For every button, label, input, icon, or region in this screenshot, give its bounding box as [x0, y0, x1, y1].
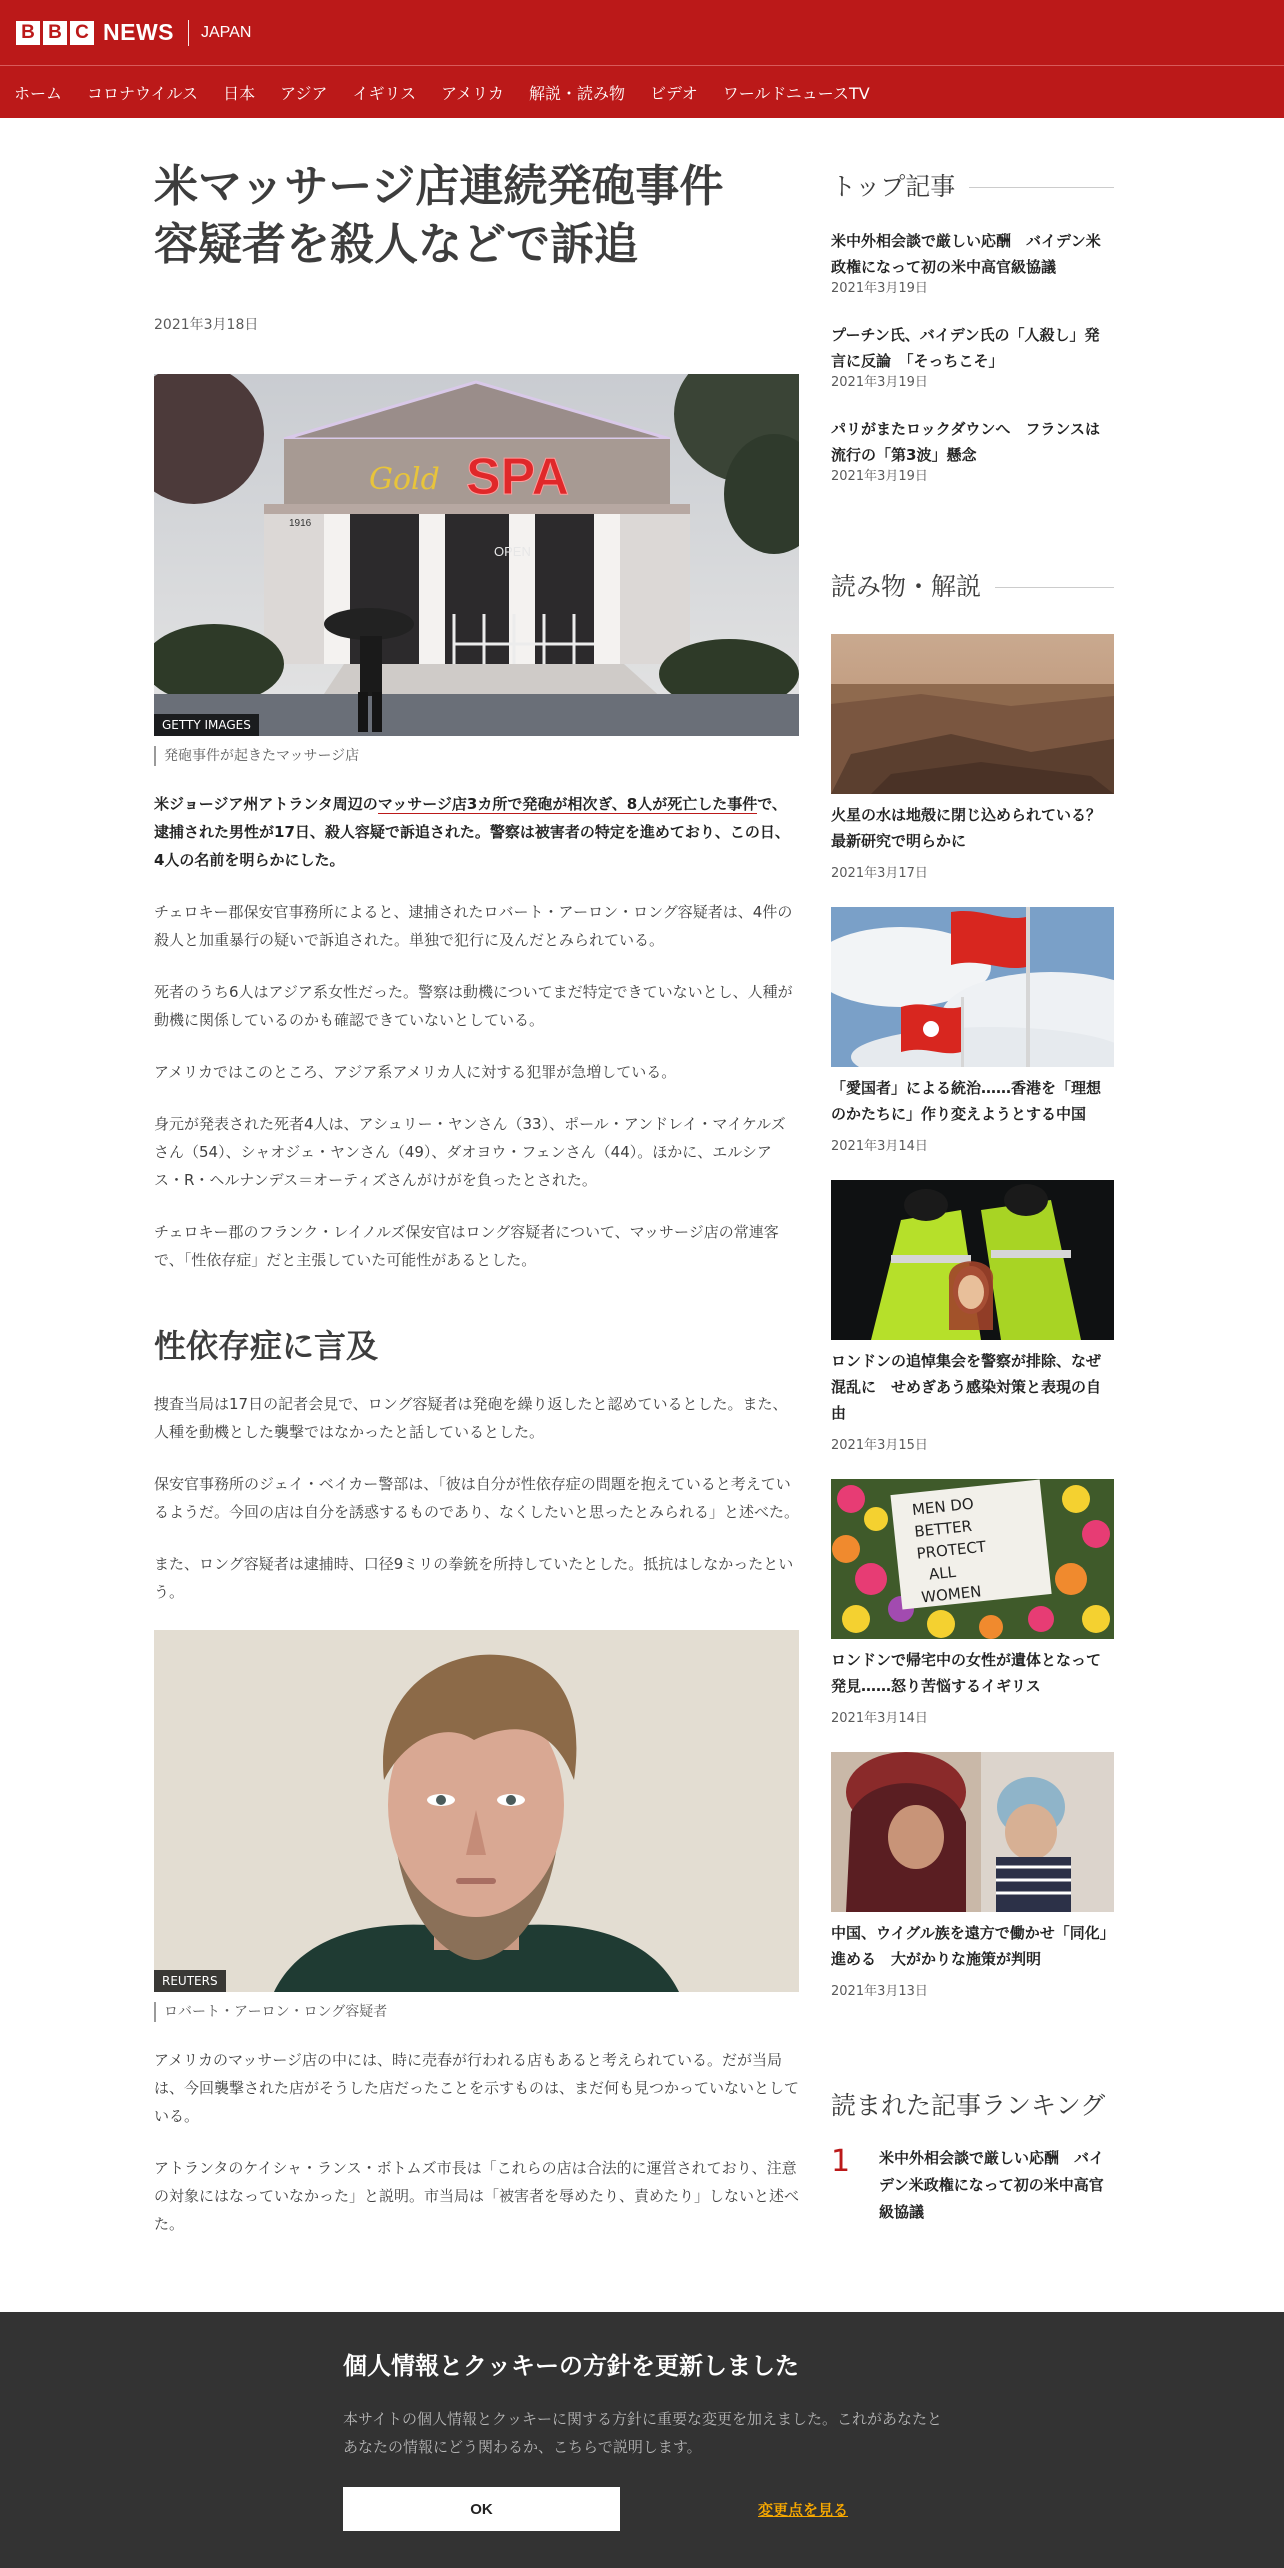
nav-item-us[interactable]: アメリカ — [441, 83, 505, 103]
top-story-item[interactable] — [831, 416, 1114, 486]
feature-thumbnail[interactable] — [831, 1479, 1114, 1639]
features-heading — [831, 570, 1114, 604]
photo-credit: GETTY IMAGES — [154, 714, 259, 736]
suspect-photo — [154, 1630, 799, 1992]
nav-item-video[interactable]: ビデオ — [650, 83, 698, 103]
lead-text-after: で、逮捕された男性が17日、殺人容疑で訴追された。警察は被害者の特定を進めており、この日、4人の名前を明らかにした。 — [154, 795, 790, 869]
nav-item-home[interactable]: ホーム — [14, 83, 63, 103]
body-paragraph: チェロキー郡のフランク・レイノルズ保安官はロング容疑者について、マッサージ店の常連客で、「性依存症」だと主張していた可能性があるとした。 — [154, 1223, 779, 1269]
feature-thumbnail[interactable] — [831, 1752, 1114, 1912]
top-story-date: 2021年3月19日 — [831, 469, 928, 484]
feature-item[interactable] — [831, 1180, 1114, 1453]
sign-line-2: BETTER — [913, 1516, 973, 1541]
body-paragraph: アトランタのケイシャ・ランス・ボトムズ市長は「これらの店は合法的に運営されており、注意の対象にはなっていなかった」と説明。市当局は「被害者を辱めたり、責めたり」しないと述べた。 — [154, 2159, 800, 2233]
ranking-number: 1 — [831, 2144, 851, 2179]
bbc-logo[interactable] — [16, 21, 94, 45]
feature-date: 2021年3月13日 — [831, 1984, 928, 1999]
cookie-banner-text: 本サイトの個人情報とクッキーに関する方針に重要な変更を加えました。これがあなたとあなたの情報にどう関わるか、こちらで説明します。 — [343, 2410, 942, 2456]
lead-text-before: 米ジョージア州アトランタ周辺の — [154, 795, 378, 813]
feature-item[interactable] — [831, 1479, 1114, 1726]
nav-item-coronavirus[interactable]: コロナウイルス — [87, 83, 199, 103]
flowers-memorial-image — [831, 1479, 1114, 1639]
nav-item-asia[interactable]: アジア — [280, 83, 328, 103]
sign-line-5: WOMEN — [920, 1582, 983, 1607]
body-paragraph: 保安官事務所のジェイ・ベイカー警部は、「彼は自分が性依存症の問題を抱えていると考えているようだ。今回の店は自分を誘惑するものであり、なくしたいと思ったとみられる」と述べた。 — [154, 1475, 800, 1521]
headline-line-1: 米マッサージ店連続発砲事件 — [154, 161, 724, 212]
edition-label[interactable]: JAPAN — [201, 23, 252, 41]
top-stories-heading — [831, 170, 1114, 204]
top-story-date: 2021年3月19日 — [831, 375, 928, 390]
feature-item[interactable] — [831, 634, 1117, 881]
top-story-title[interactable]: パリがまたロックダウンへ フランスは流行の「第3波」懸念 — [831, 420, 1100, 464]
photo-caption: 発砲事件が起きたマッサージ店 — [154, 746, 799, 766]
masthead — [0, 0, 1284, 65]
cookie-banner-content — [343, 2312, 943, 2519]
top-stories-heading-text: トップ記事 — [831, 172, 956, 201]
body-paragraph: アメリカではこのところ、アジア系アメリカ人に対する犯罪が急増している。 — [154, 1063, 677, 1081]
feature-thumbnail[interactable] — [831, 634, 1114, 794]
body-paragraph: また、ロング容疑者は逮捕時、口径9ミリの拳銃を所持していたとした。抵抗はしなかったという。 — [154, 1555, 794, 1601]
feature-thumbnail[interactable] — [831, 1180, 1114, 1340]
body-paragraph: 身元が発表された死者4人は、アシュリー・ヤンさん（33）、ポール・アンドレイ・マイケルズさん（54）、シャオジェ・ヤンさん（49）、ダオヨウ・フェンさん（44）。ほかに、エルシアス・R・ヘルナンデス＝オーティズさんがけがを負ったとされた。 — [154, 1115, 786, 1189]
heading-rule — [969, 187, 1114, 188]
heading-rule — [995, 587, 1114, 588]
sign-gold-text: Gold — [369, 462, 440, 497]
feature-title[interactable]: ロンドンの追悼集会を警察が排除、なぜ混乱に せめぎあう感染対策と表現の自由 — [831, 1352, 1102, 1422]
nav-item-uk[interactable]: イギリス — [352, 83, 417, 103]
news-wordmark[interactable]: NEWS — [103, 19, 174, 45]
ranking-item[interactable] — [831, 2145, 1114, 2226]
article-lead — [154, 790, 799, 874]
article-headline — [154, 158, 799, 274]
ranking-heading — [831, 2089, 1114, 2123]
spa-photo-image — [154, 374, 799, 736]
body-paragraph: チェロキー郡保安官事務所によると、逮捕されたロバート・アーロン・ロング容疑者は、4件の殺人と加重暴行の疑いで訴追された。単独で犯行に及んだとみられている。 — [154, 903, 793, 949]
top-story-date: 2021年3月19日 — [831, 281, 928, 296]
bbc-logo-b2: B — [43, 21, 67, 45]
feature-title[interactable]: 「愛国者」による統治……香港を「理想のかたちに」作り変えようとする中国 — [831, 1079, 1102, 1123]
sign-line-1: MEN DO — [911, 1494, 975, 1519]
suspect-photo-figure — [154, 1630, 799, 2022]
feature-date: 2021年3月14日 — [831, 1711, 928, 1726]
flags-image — [831, 907, 1114, 1067]
feature-item[interactable] — [831, 907, 1114, 1154]
address-number: 1916 — [289, 518, 312, 529]
mars-landscape-image — [831, 634, 1114, 794]
feature-date: 2021年3月17日 — [831, 866, 928, 881]
sidebar — [831, 118, 1117, 2226]
top-story-item[interactable] — [831, 228, 1114, 298]
feature-date: 2021年3月15日 — [831, 1438, 928, 1453]
ranking-heading-text: 読まれた記事ランキング — [831, 2091, 1106, 2120]
ranking-title[interactable]: 米中外相会談で厳しい応酬 バイデン米政権になって初の米中高官級協議 — [879, 2149, 1105, 2221]
nav-item-japan[interactable]: 日本 — [223, 83, 256, 103]
nav-item-features[interactable]: 解説・読み物 — [529, 83, 626, 103]
top-story-title[interactable]: 米中外相会談で厳しい応酬 バイデン米政権になって初の米中高官級協議 — [831, 232, 1101, 276]
top-story-item[interactable] — [831, 322, 1114, 392]
police-vigil-image — [831, 1180, 1114, 1340]
photo-caption: ロバート・アーロン・ロング容疑者 — [154, 2002, 799, 2022]
body-paragraph: 捜査当局は17日の記者会見で、ロング容疑者は発砲を繰り返したと認めているとした。また、人種を動機とした襲撃ではなかったと話しているとした。 — [154, 1395, 788, 1441]
cookie-banner-title: 個人情報とクッキーの方針を更新しました — [343, 2352, 799, 2380]
body-paragraph: アメリカのマッサージ店の中には、時に売春が行われる店もあると考えられている。だが当局は、今回襲撃された店がそうした店だったことを示すものは、まだ何も見つかっていないとしている。 — [154, 2051, 800, 2125]
bbc-logo-b1: B — [16, 21, 40, 45]
nav-item-world-news-tv[interactable]: ワールドニュースTV — [722, 83, 870, 103]
article-date: 2021年3月18日 — [154, 317, 259, 333]
article — [154, 118, 799, 2238]
features-heading-text: 読み物・解説 — [831, 572, 982, 601]
cookie-ok-button[interactable]: OK — [343, 2487, 620, 2531]
sign-spa-text: SPA — [466, 448, 570, 506]
workers-image — [831, 1752, 1114, 1912]
spa-photo-figure — [154, 374, 799, 766]
sign-line-3: PROTECT — [915, 1537, 987, 1563]
sign-open-text: OPEN — [494, 544, 531, 559]
cookie-changes-link[interactable]: 変更点を見る — [758, 2500, 849, 2519]
body-paragraph: 死者のうち6人はアジア系女性だった。警察は動機についてまだ特定できていないとし、人種が動機に関係しているのかも確認できていないとしている。 — [154, 983, 793, 1029]
lead-link[interactable]: マッサージ店3カ所で発砲が相次ぎ、8人が死亡した事件 — [377, 795, 758, 813]
feature-date: 2021年3月14日 — [831, 1139, 928, 1154]
bbc-logo-c: C — [70, 21, 94, 45]
cookie-banner — [0, 2312, 1284, 2568]
article-subheading: 性依存症に言及 — [154, 1327, 379, 1365]
spa-photo — [154, 374, 799, 736]
feature-item[interactable] — [831, 1752, 1114, 1999]
main-nav — [0, 65, 1284, 118]
feature-thumbnail[interactable] — [831, 907, 1114, 1067]
suspect-photo-image — [154, 1630, 799, 1992]
feature-title[interactable]: 中国、ウイグル族を遠方で働かせ「同化」進める 大がかりな施策が判明 — [831, 1924, 1108, 1968]
photo-credit: REUTERS — [154, 1970, 226, 1992]
top-story-title[interactable]: プーチン氏、バイデン氏の「人殺し」発言に反論 「そっちこそ」 — [831, 326, 1100, 370]
logo-divider — [188, 20, 189, 46]
feature-title[interactable]: ロンドンで帰宅中の女性が遺体となって発見……怒り苦悩するイギリス — [831, 1651, 1102, 1695]
feature-title[interactable]: 火星の水は地殻に閉じ込められている？ 最新研究で明らかに — [831, 806, 1117, 850]
headline-line-2: 容疑者を殺人などで訴追 — [154, 219, 638, 270]
sign-line-4: ALL — [928, 1562, 957, 1584]
